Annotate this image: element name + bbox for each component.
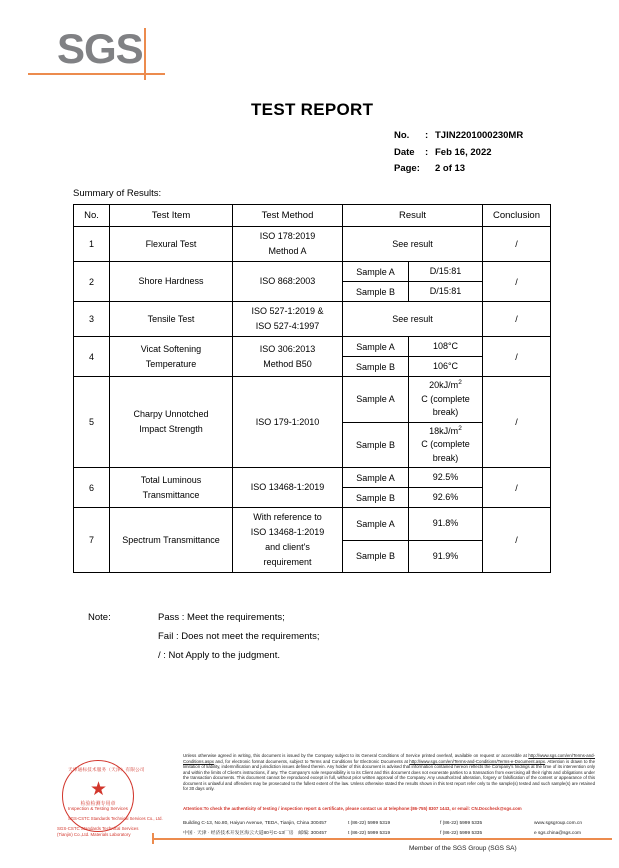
note-spacer-2 xyxy=(88,646,158,665)
meta-label-date: Date xyxy=(394,146,415,158)
page-header xyxy=(0,0,619,100)
telephone-english: t (86-22) 5999 5319 xyxy=(348,821,391,826)
table-row xyxy=(74,468,551,488)
cell-sample-label: Sample A xyxy=(343,337,409,357)
column-header-test-item: Test Item xyxy=(110,205,233,227)
footer-address-block xyxy=(183,819,615,838)
note-line-pass: Pass : Meet the requirements; xyxy=(158,612,285,623)
text-line: D/15:81 xyxy=(429,266,462,276)
cell-test-item xyxy=(110,227,233,262)
cell-no: 1 xyxy=(74,227,110,262)
cell-test-method xyxy=(233,377,343,468)
note-row-pass xyxy=(88,608,320,627)
website-url[interactable]: www.sgsgroup.com.cn xyxy=(534,821,582,826)
summary-results-table xyxy=(73,204,551,573)
note-line-fail: Fail : Does not meet the requirements; xyxy=(158,631,320,642)
text-line: ISO 178:2019 xyxy=(259,231,316,241)
cell-sample-value xyxy=(409,357,483,377)
text-line: Method A xyxy=(268,246,307,256)
meta-row-no xyxy=(394,128,523,145)
text-line: ISO 306:2013 xyxy=(259,343,316,354)
text-line: Temperature xyxy=(145,358,197,369)
text-line: Charpy Unnotched xyxy=(133,409,209,419)
meta-label-page: Page: xyxy=(394,163,420,174)
summary-of-results-label: Summary of Results: xyxy=(73,188,162,199)
cell-test-item xyxy=(110,337,233,377)
meta-label-no: No. xyxy=(394,130,410,141)
table-row xyxy=(74,508,551,541)
meta-row-date xyxy=(394,145,523,162)
table-row xyxy=(74,377,551,423)
header-accent-rule-vertical xyxy=(144,28,146,80)
text-line: ISO 179-1:2010 xyxy=(255,416,320,427)
column-header-conclusion: Conclusion xyxy=(483,205,551,227)
text-line: Tensile Test xyxy=(147,313,195,324)
address-line-chinese xyxy=(183,829,615,839)
text-line: ISO 527-4:1997 xyxy=(255,321,320,331)
stamp-text-chinese: 检验检测专用章 xyxy=(80,801,116,807)
cell-result: See result xyxy=(343,302,483,337)
cell-sample-value xyxy=(409,282,483,302)
meta-row-page xyxy=(394,161,523,178)
address-line-english xyxy=(183,819,615,829)
cell-sample-value xyxy=(409,468,483,488)
text-line: ISO 527-1:2019 & xyxy=(251,306,324,316)
cell-conclusion: / xyxy=(483,227,551,262)
fax-english: f (86-22) 5999 5335 xyxy=(440,821,483,826)
member-of-sgs-group: Member of the SGS Group (SGS SA) xyxy=(409,845,517,852)
text-line: Vicat Softening xyxy=(140,343,202,354)
report-number: TJIN2201000230MR xyxy=(435,130,524,141)
text-line: requirement xyxy=(263,557,312,567)
column-header-test-method: Test Method xyxy=(233,205,343,227)
fax-chinese: f (86-22) 5999 5335 xyxy=(440,830,483,836)
text-line: ISO 13468-1:2019 xyxy=(250,527,325,537)
cell-sample-value xyxy=(409,540,483,573)
note-line-not-apply: / : Not Apply to the judgment. xyxy=(158,650,280,661)
note-title: Note: xyxy=(88,612,111,623)
cell-sample-label: Sample B xyxy=(343,282,409,302)
stamp-text-english: Inspection & Testing Services xyxy=(68,806,128,811)
table-row xyxy=(74,302,551,337)
text-line: $18kJ/m^2$ xyxy=(429,424,462,436)
cell-conclusion: / xyxy=(483,377,551,468)
cell-sample-label: Sample B xyxy=(343,357,409,377)
text-line: 92.6% xyxy=(432,492,459,502)
page-number: 2 of 13 xyxy=(435,163,466,174)
text-line: With reference to xyxy=(253,512,322,522)
stamp-caption: SGS-CSTC Standards Technical Services (Tianjin) Co.,Ltd. Materials Laboratory xyxy=(57,826,139,837)
table-row xyxy=(74,227,551,262)
page-title: TEST REPORT xyxy=(251,100,374,119)
cell-test-method xyxy=(233,468,343,508)
star-icon: ★ xyxy=(90,779,108,800)
stamp-arc-top-text: 天津通标技术服务（天津）有限公司 xyxy=(68,767,145,772)
text-line: Impact Strength xyxy=(139,424,203,434)
cell-test-method xyxy=(233,508,343,573)
cell-sample-value xyxy=(409,337,483,357)
cell-sample-label: Sample B xyxy=(343,422,409,468)
cell-conclusion: / xyxy=(483,468,551,508)
cell-conclusion: / xyxy=(483,262,551,302)
cell-sample-value xyxy=(409,377,483,423)
report-date: Feb 16, 2022 xyxy=(435,146,492,158)
cell-sample-label: Sample B xyxy=(343,540,409,573)
cell-sample-value xyxy=(409,262,483,282)
table-header-row xyxy=(74,205,551,227)
text-line: 92.5% xyxy=(432,472,459,482)
text-line: C (complete xyxy=(421,393,470,404)
cell-test-method xyxy=(233,337,343,377)
cell-sample-label: Sample A xyxy=(343,377,409,423)
text-line: 91.9% xyxy=(432,550,459,561)
cell-no: 6 xyxy=(74,468,110,508)
cell-sample-label: Sample A xyxy=(343,468,409,488)
address-chinese: 中国 · 天津 · 经济技术开发区海云大道80号C-13厂房 邮编: 300457 xyxy=(183,830,327,836)
meta-colon-page xyxy=(425,161,435,178)
cell-test-item xyxy=(110,302,233,337)
text-line: C (complete xyxy=(421,439,470,449)
cell-conclusion: / xyxy=(483,508,551,573)
cell-test-method xyxy=(233,302,343,337)
table-row xyxy=(74,337,551,357)
table-row xyxy=(74,262,551,282)
stamp-arc-bottom-text: SGS-CSTC Standards Technical Services Co., Ltd. xyxy=(68,816,163,821)
text-line: Spectrum Transmittance xyxy=(122,534,220,545)
cell-no: 3 xyxy=(74,302,110,337)
column-header-no: No. xyxy=(74,205,110,227)
text-line: Method B50 xyxy=(263,358,312,369)
cell-sample-label: Sample A xyxy=(343,262,409,282)
cell-test-item xyxy=(110,468,233,508)
telephone-chinese: t (86-22) 5999 5319 xyxy=(348,830,391,836)
note-spacer-1 xyxy=(88,627,158,646)
text-line: $20kJ/m^2$ xyxy=(429,379,462,390)
note-block xyxy=(88,608,320,665)
text-line: ISO 13468-1:2019 xyxy=(250,482,325,492)
text-line: break) xyxy=(432,407,459,417)
meta-colon-date: : xyxy=(425,146,429,158)
cell-sample-value xyxy=(409,422,483,468)
cell-test-item xyxy=(110,377,233,468)
text-line: Shore Hardness xyxy=(138,276,204,286)
cell-conclusion: / xyxy=(483,337,551,377)
cell-sample-value xyxy=(409,488,483,508)
cell-result: See result xyxy=(343,227,483,262)
cell-test-method xyxy=(233,227,343,262)
cell-conclusion: / xyxy=(483,302,551,337)
address-english: Building C-13, No.80, Haiyun Avenue, TEDA, Tianjin, China 300457 xyxy=(183,821,327,826)
meta-colon-no: : xyxy=(425,130,429,141)
cell-no: 5 xyxy=(74,377,110,468)
cell-no: 2 xyxy=(74,262,110,302)
sgs-inspection-stamp xyxy=(57,760,163,837)
text-line: ISO 868:2003 xyxy=(259,276,316,286)
cell-no: 7 xyxy=(74,508,110,573)
text-line: Transmittance xyxy=(142,489,200,500)
note-row-slash xyxy=(88,646,320,665)
text-line: and client's xyxy=(265,542,310,552)
text-line: 106°C xyxy=(432,361,459,371)
text-line: 108°C xyxy=(432,341,459,351)
text-line: Flexural Test xyxy=(145,238,197,249)
cell-sample-value xyxy=(409,508,483,541)
footer-accent-separator xyxy=(152,838,612,840)
text-line: break) xyxy=(432,452,459,463)
cell-sample-label: Sample A xyxy=(343,508,409,541)
cell-sample-label: Sample B xyxy=(343,488,409,508)
sgs-logo: SGS xyxy=(57,25,143,72)
text-line: D/15:81 xyxy=(429,286,462,296)
email-address[interactable]: e sgs.china@sgs.com xyxy=(534,830,581,836)
footer-attention-notice: Attention:To check the authenticity of testing / inspection report & certificate, please contact us at telephone:(86-755) 8307 1443, or email: CN.Doccheck@sgs.com xyxy=(183,806,522,811)
cell-test-item xyxy=(110,508,233,573)
report-meta-block xyxy=(394,128,523,178)
cell-test-method xyxy=(233,262,343,302)
text-line: 91.8% xyxy=(432,518,459,529)
cell-test-item xyxy=(110,262,233,302)
note-row-fail xyxy=(88,627,320,646)
column-header-result: Result xyxy=(343,205,483,227)
cell-no: 4 xyxy=(74,337,110,377)
footer-disclaimer: Unless otherwise agreed in writing, this document is issued by the Company subject to its General Conditions of Service printed overleaf, available on request or accessible at http://www.sgs.com/en/Terms-and-Conditions.aspx and, for electronic format documents, subject to Terms and Conditions for Electronic Documents at http://www.sgs.com/en/Terms-and-Conditions/Terms-e-Document.aspx. Attention is drawn to the limitation of liability, indemnification and jurisdiction issues defined therein. Any holder of this document is advised that information contained hereon reflects the Company's findings at the time of its intervention only and within the limits of Client's instructions, if any. The Company's sole responsibility is to its Client and this document does not exonerate parties to a transaction from exercising all their rights and obligations under the transaction documents. This document cannot be reproduced except in full, without prior written approval of the Company. Any unauthorized alteration, forgery or falsification of the content or appearance of this document is unlawful and offenders may be prosecuted to the fullest extent of the law. Unless otherwise stated the results shown in this test report refer only to the sample(s) tested and such sample(s) are retained for 30 days only. xyxy=(183,753,595,792)
text-line: Total Luminous xyxy=(140,474,202,485)
